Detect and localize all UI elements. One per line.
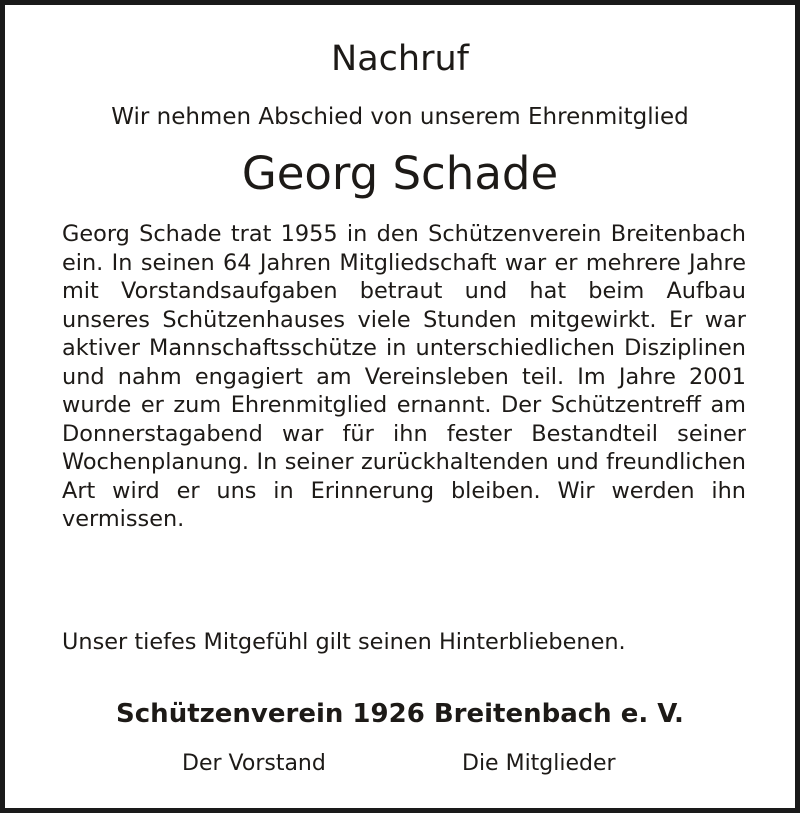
notice-intro: Wir nehmen Abschied von unserem Ehrenmitglied [111, 104, 689, 130]
signature-members: Die Mitglieder [462, 751, 616, 776]
notice-body: Georg Schade trat 1955 in den Schützenverein Breitenbach ein. In seinen 64 Jahren Mitgliedschaft war er mehrere Jahre mit Vorstandsaufgaben betraut und hat beim Aufbau unseres Schützenhauses viele Stunden mitgewirkt. Er war aktiver Mannschaftsschütze in unterschiedlichen Disziplinen und nahm engagiert am Vereinsleben teil. Im Jahre 2001 wurde er zum Ehrenmitglied ernannt. Der Schützentreff am Donnerstagabend war für ihn fester Bestandteil seiner Wochenplanung. In seiner zurückhaltenden und freundlichen Art wird er uns in Erinnerung bleiben. Wir werden ihn vermissen. [62, 221, 746, 532]
signature-board: Der Vorstand [182, 751, 326, 776]
club-name: Schützenverein 1926 Breitenbach e. V. [116, 699, 684, 729]
condolence-line: Unser tiefes Mitgefühl gilt seinen Hinterbliebenen. [62, 629, 626, 655]
deceased-name: Georg Schade [241, 147, 559, 200]
notice-title: Nachruf [331, 39, 469, 79]
